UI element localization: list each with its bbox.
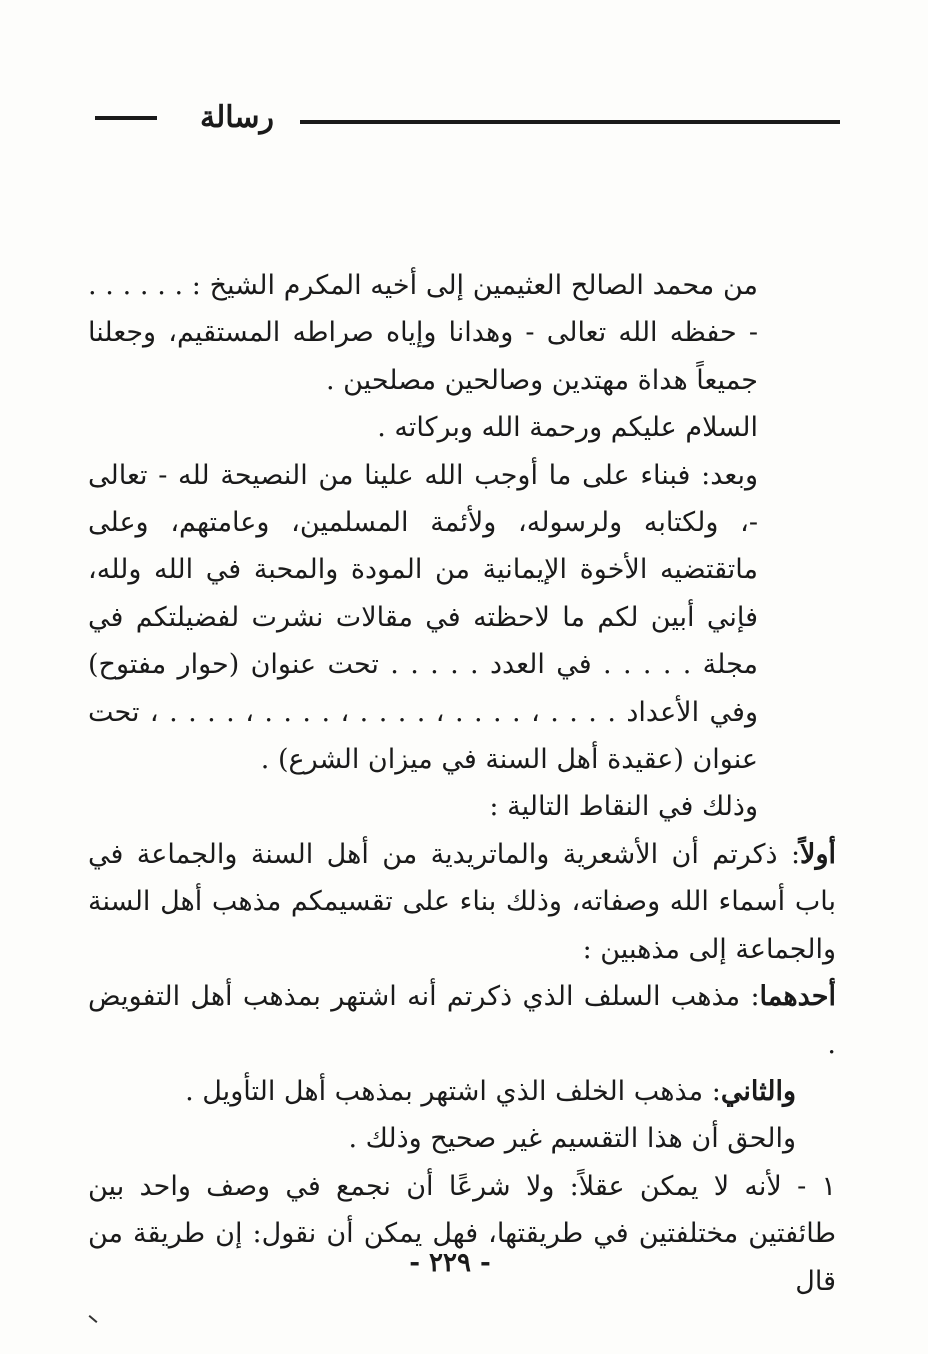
point-first-label: أولاً xyxy=(800,838,836,870)
paragraph-introduction: وبعد: فبناء على ما أوجب الله علينا من النصيحة لله - تعالى -، ولكتابه ولرسوله، ولأئمة المسلمين، وعامتهم، وعلى ماتقتضيه الأخوة الإيمانية من المودة والمحبة في الله ولله، فإني أبين لكم ما لاحظته في مقالات نشرت لفضيلتكم في مجلة . . . . . في العدد . . . . . تحت عنوان (حوار مفتوح) وفي الأعداد . . . . ، . . . . ، . . . . ، . . . . ، . . . . ، تحت عنوان (عقيدة أهل السنة في ميزان الشرع) . xyxy=(88,459,758,776)
point-two xyxy=(88,1068,836,1115)
header-rule-left xyxy=(95,116,157,120)
scan-mark xyxy=(89,1315,98,1323)
page-number: - ٢٢٩ - xyxy=(409,1248,491,1278)
running-header xyxy=(95,100,840,140)
point-one-text: : مذهب السلف الذي ذكرتم أنه اشتهر بمذهب أهل التفويض . xyxy=(88,981,836,1060)
truth-line: والحق أن هذا التقسيم غير صحيح وذلك . xyxy=(348,1123,796,1155)
point-one-label: أحدهما xyxy=(759,981,836,1013)
paragraph-greeting-opening: من محمد الصالح العثيمين إلى أخيه المكرم الشيخ : . . . . . . - حفظه الله تعالى - وهدانا وإياه صراطه المستقيم، وجعلنا جميعاً هداة مهتدين وصالحين مصلحين . xyxy=(88,270,758,396)
paragraph-points-intro: وذلك في النقاط التالية : xyxy=(489,791,758,823)
letter-body xyxy=(88,262,836,1305)
point-two-label: والثاني xyxy=(720,1075,796,1107)
point-first-text: : ذكرتم أن الأشعرية والماتريدية من أهل السنة والجماعة في باب أسماء الله وصفاته، وذلك بناء على تقسيمكم مذهب أهل السنة والجماعة إلى مذهبين : xyxy=(88,838,836,965)
point-first xyxy=(88,831,836,973)
item-one: ١ - لأنه لا يمكن عقلاً: ولا شرعًا أن نجمع في وصف واحد بين طائفتين مختلفتين في طريقتها، فهل يمكن أن نقول: إن طريقة من قال xyxy=(88,1170,836,1297)
header-rule-right xyxy=(300,120,840,124)
header-title: رسالة xyxy=(200,100,274,135)
point-one xyxy=(88,973,836,1068)
point-two-text: : مذهب الخلف الذي اشتهر بمذهب أهل التأويل . xyxy=(185,1075,721,1107)
paragraph-salam: السلام عليكم ورحمة الله وبركاته . xyxy=(377,412,758,444)
